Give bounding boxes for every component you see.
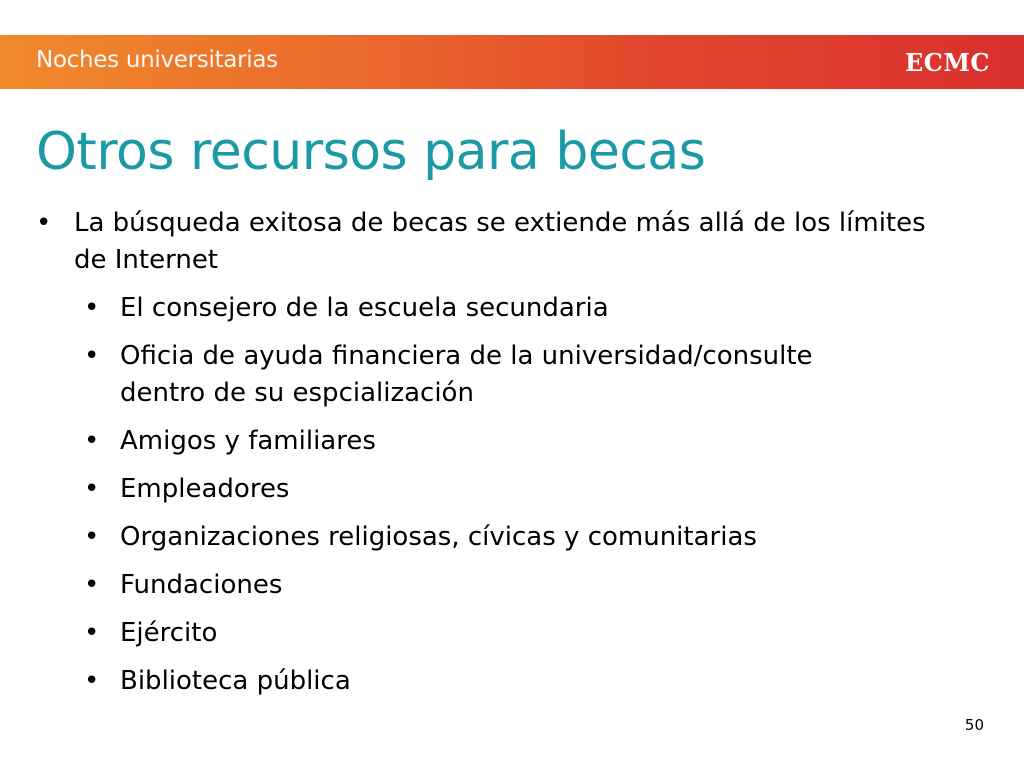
bullet-icon: •	[84, 570, 100, 600]
bullet-icon: •	[84, 341, 100, 371]
sub-bullet-text: Empleadores	[120, 474, 290, 504]
sub-bullet	[36, 290, 936, 327]
sub-bullet	[36, 423, 936, 460]
page-title: Otros recursos para becas	[36, 122, 706, 182]
sub-bullet-text: Amigos y familiares	[120, 426, 376, 456]
bullet-icon: •	[84, 293, 100, 323]
bullet-icon: •	[84, 522, 100, 552]
bullet-icon: •	[84, 426, 100, 456]
sub-bullet	[36, 471, 936, 508]
bullet-icon: •	[84, 618, 100, 648]
main-bullet	[36, 205, 934, 279]
bullet-icon: •	[84, 666, 100, 696]
header-banner	[0, 35, 1024, 89]
bullet-icon: •	[84, 474, 100, 504]
sub-bullet	[36, 615, 936, 652]
sub-bullet	[36, 567, 936, 604]
sub-bullet	[36, 663, 936, 700]
banner-title: Noches universitarias	[36, 47, 278, 73]
sub-bullet-text: Ejército	[120, 618, 218, 648]
sub-bullet-text: Organizaciones religiosas, cívicas y comunitarias	[120, 522, 757, 552]
bullet-list	[36, 205, 936, 711]
sub-bullet-text: Oficia de ayuda financiera de la universidad/consulte dentro de su espcialización	[120, 341, 813, 408]
ecmc-logo: ECMC	[904, 48, 990, 77]
main-bullet-text: La búsqueda exitosa de becas se extiende más allá de los límites de Internet	[74, 208, 926, 275]
sub-bullet-text: El consejero de la escuela secundaria	[120, 293, 609, 323]
sub-bullet	[36, 338, 936, 412]
sub-bullet-text: Biblioteca pública	[120, 666, 351, 696]
sub-bullet-text: Fundaciones	[120, 570, 283, 600]
bullet-icon: •	[36, 208, 52, 238]
sub-bullet	[36, 519, 936, 556]
page-number: 50	[964, 716, 984, 734]
